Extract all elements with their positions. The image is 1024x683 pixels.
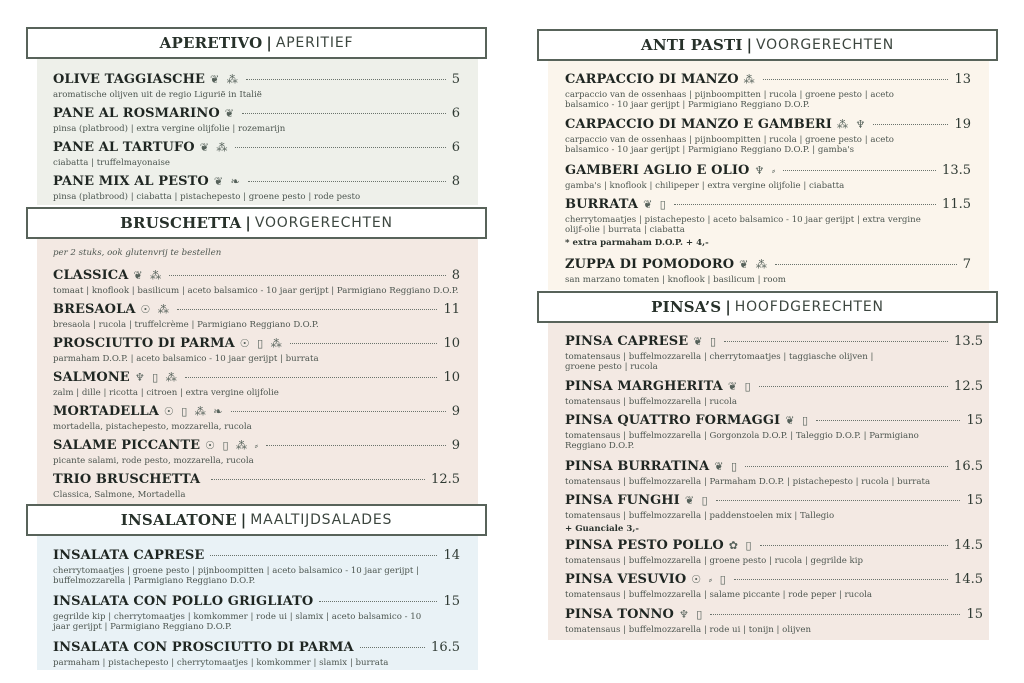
item-price: 16.5 <box>954 459 983 474</box>
diet-icons: ☉ ▯ ⁂ <box>239 337 284 350</box>
item-name: MORTADELLA <box>53 404 159 419</box>
leader-dots <box>724 341 948 342</box>
leader-dots <box>211 479 425 480</box>
item-description: tomatensaus | buffelmozzarella | cherrytomaatjes | taggiasche olijven | groene pesto | rucola <box>565 352 874 372</box>
diet-icons: ☉ ⸗ ▯ <box>691 573 728 586</box>
item-price: 11.5 <box>942 197 971 212</box>
item-name: PINSA CAPRESE <box>565 334 689 349</box>
item-name: BRESAOLA <box>53 302 136 317</box>
leader-dots <box>873 124 948 125</box>
item-name: CARPACCIO DI MANZO E GAMBERI <box>565 117 832 132</box>
menu-item <box>53 438 460 466</box>
item-description: tomatensaus | buffelmozzarella | Gorgonzola D.O.P. | Taleggio D.O.P. | Parmigiano Reggiano D.O.P. <box>565 431 919 451</box>
item-price: 12.5 <box>431 472 460 487</box>
item-name: ZUPPA DI POMODORO <box>565 257 735 272</box>
menu-item <box>565 163 971 191</box>
item-description: tomatensaus | buffelmozzarella | rode ui | tonijn | olijven <box>565 625 811 635</box>
item-name: PINSA QUATTRO FORMAGGI <box>565 413 781 428</box>
item-price: 16.5 <box>431 640 460 655</box>
menu-item <box>53 174 460 202</box>
item-price: 8 <box>451 268 460 283</box>
item-description: bresaola | rucola | truffelcrème | Parmigiano Reggiano D.O.P. <box>53 320 319 330</box>
diet-icons: ❦ ⁂ <box>133 269 164 282</box>
item-price: 15 <box>966 607 983 622</box>
diet-icons: ❦ ⁂ <box>739 258 769 271</box>
bruschetta-note: per 2 stuks, ook glutenvrij te bestellen <box>53 248 222 258</box>
menu-item <box>565 538 983 566</box>
item-name: INSALATA CON PROSCIUTTO DI PARMA <box>53 640 354 655</box>
item-description: carpaccio van de ossenhaas | pijnboompitten | rucola | groene pesto | aceto balsamico - 10 jaar gerijpt | Parmigiano Reggiano D.O.P. | gamba's <box>565 135 894 155</box>
item-description: san marzano tomaten | knoflook | basilicum | room <box>565 275 786 285</box>
insalatone-header: INSALATONE | MAALTIJDSALADES <box>26 504 487 536</box>
pinsa-subtitle: HOOFDGERECHTEN <box>734 299 884 315</box>
leader-dots <box>716 500 961 501</box>
item-name: SALAME PICCANTE <box>53 438 201 453</box>
leader-dots <box>235 147 445 148</box>
menu-item <box>53 370 460 398</box>
diet-icons: ❦ ❧ <box>213 175 242 188</box>
item-name: INSALATA CAPRESE <box>53 548 205 563</box>
item-description: parmaham D.O.P. | aceto balsamico - 10 jaar gerijpt | burrata <box>53 354 319 364</box>
diet-icons: ☉ ▯ ⁂ ⸗ <box>205 439 261 452</box>
leader-dots <box>759 386 948 387</box>
item-price: 9 <box>451 404 460 419</box>
menu-item <box>53 548 460 586</box>
leader-dots <box>246 79 446 80</box>
diet-icons: ☉ ⁂ <box>140 303 171 316</box>
leader-dots <box>783 170 936 171</box>
item-price: 19 <box>954 117 971 132</box>
item-description: Classica, Salmone, Mortadella <box>53 490 186 500</box>
item-description: mortadella, pistachepesto, mozzarella, rucola <box>53 422 252 432</box>
leader-dots <box>763 79 949 80</box>
menu-item <box>53 594 460 632</box>
diet-icons: ⁂ <box>743 73 757 86</box>
item-name: SALMONE <box>53 370 130 385</box>
diet-icons: ♆ ▯ ⁂ <box>134 371 179 384</box>
diet-icons: ⁂ ♆ <box>836 118 868 131</box>
leader-dots <box>674 204 936 205</box>
item-name: OLIVE TAGGIASCHE <box>53 72 206 87</box>
pinsa-title: PINSA’S <box>651 298 722 316</box>
item-price: 14 <box>443 548 460 563</box>
item-name: PANE MIX AL PESTO <box>53 174 209 189</box>
leader-dots <box>760 545 949 546</box>
item-description: parmaham | pistachepesto | cherrytomaatjes | komkommer | slamix | burrata <box>53 658 389 668</box>
pinsa-header: PINSA’S | HOOFDGERECHTEN <box>537 291 998 323</box>
item-name: CLASSICA <box>53 268 129 283</box>
item-name: PINSA FUNGHI <box>565 493 680 508</box>
menu-item <box>53 106 460 134</box>
item-name: INSALATA CON POLLO GRIGLIATO <box>53 594 314 609</box>
item-price: 9 <box>451 438 460 453</box>
menu-item <box>53 640 460 668</box>
item-description: picante salami, rode pesto, mozzarella, rucola <box>53 456 254 466</box>
item-price: 5 <box>451 72 460 87</box>
menu-item <box>53 140 460 168</box>
diet-icons: ♆ ⸗ <box>754 164 778 177</box>
leader-dots <box>266 445 446 446</box>
item-description: tomatensaus | buffelmozzarella | salame piccante | rode peper | rucola <box>565 590 873 600</box>
leader-dots <box>816 420 960 421</box>
item-description: cherrytomaatjes | pistachepesto | aceto balsamico - 10 jaar gerijpt | extra vergine olijf-olie | burrata | ciabatta <box>565 215 921 235</box>
diet-icons: ♆ ▯ <box>678 608 705 621</box>
item-description: gamba's | knoflook | chilipeper | extra vergine olijfolie | ciabatta <box>565 181 845 191</box>
item-price: 12.5 <box>954 379 983 394</box>
menu-item <box>565 334 983 372</box>
leader-dots <box>169 275 446 276</box>
diet-icons: ❦ ▯ <box>727 380 753 393</box>
aperitivo-subtitle: APERITIEF <box>275 35 354 51</box>
diet-icons: ✿ ▯ <box>728 539 754 552</box>
leader-dots <box>360 647 425 648</box>
diet-icons: ❦ ⁂ <box>199 141 230 154</box>
item-name: PINSA MARGHERITA <box>565 379 723 394</box>
aperitivo-header: APERETIVO | APERITIEF <box>26 27 487 59</box>
diet-icons: ❦ ▯ <box>714 460 740 473</box>
bruschetta-title: BRUSCHETTA <box>120 214 242 232</box>
menu-item <box>53 336 460 364</box>
item-price: 14.5 <box>954 572 983 587</box>
leader-dots <box>231 411 446 412</box>
antipasti-header: ANTI PASTI | VOORGERECHTEN <box>537 29 998 61</box>
menu-item <box>565 413 983 451</box>
menu-item <box>565 607 983 635</box>
diet-icons: ❦ ▯ <box>643 198 668 211</box>
menu-item <box>53 472 460 500</box>
leader-dots <box>710 614 960 615</box>
item-price: 8 <box>451 174 460 189</box>
leader-dots <box>177 309 438 310</box>
item-name: GAMBERI AGLIO E OLIO <box>565 163 750 178</box>
leader-dots <box>745 466 948 467</box>
item-description: tomaat | knoflook | basilicum | aceto balsamico - 10 jaar gerijpt | Parmigiano Reggiano D.O.P. <box>53 286 459 296</box>
item-description: ciabatta | truffelmayonaise <box>53 158 170 168</box>
diet-icons: ❦ ▯ <box>693 335 719 348</box>
insalatone-title: INSALATONE <box>120 511 237 529</box>
antipasti-title: ANTI PASTI <box>640 36 743 54</box>
item-name: PROSCIUTTO DI PARMA <box>53 336 235 351</box>
item-price: 7 <box>962 257 971 272</box>
leader-dots <box>319 601 437 602</box>
item-description: tomatensaus | buffelmozzarella | Parmaham D.O.P. | pistachepesto | rucola | burrata <box>565 477 931 487</box>
item-description: carpaccio van de ossenhaas | pijnboompitten | rucola | groene pesto | aceto balsamico - 10 jaar gerijpt | Parmigiano Reggiano D.O.P. <box>565 90 894 110</box>
item-price: 15 <box>443 594 460 609</box>
menu-item <box>565 197 971 249</box>
item-description: gegrilde kip | cherrytomaatjes | komkommer | rode ui | slamix | aceto balsamico - 10 jaar gerijpt | Parmigiano Reggiano D.O.P. <box>53 612 422 632</box>
item-price: 6 <box>451 140 460 155</box>
menu-item <box>53 404 460 432</box>
item-description: tomatensaus | buffelmozzarella | paddenstoelen mix | Tallegio <box>565 511 835 521</box>
menu-item <box>53 302 460 330</box>
menu-item <box>565 572 983 600</box>
item-description: tomatensaus | buffelmozzarella | rucola <box>565 397 737 407</box>
item-price: 10 <box>443 370 460 385</box>
item-description: cherrytomaatjes | groene pesto | pijnboompitten | aceto balsamico - 10 jaar gerijpt | buffelmozzarella | Parmigiano Reggiano D.O.P. <box>53 566 419 586</box>
leader-dots <box>242 113 446 114</box>
item-name: PINSA VESUVIO <box>565 572 687 587</box>
insalatone-subtitle: MAALTIJDSALADES <box>250 512 393 528</box>
item-extra: + Guanciale 3,- <box>565 524 639 534</box>
item-price: 14.5 <box>954 538 983 553</box>
item-description: zalm | dille | ricotta | citroen | extra vergine olijfolie <box>53 388 279 398</box>
item-price: 6 <box>451 106 460 121</box>
item-price: 13 <box>954 72 971 87</box>
bruschetta-subtitle: VOORGERECHTEN <box>254 215 393 231</box>
item-name: PANE AL TARTUFO <box>53 140 195 155</box>
aperitivo-title: APERETIVO <box>159 34 263 52</box>
item-name: PINSA TONNO <box>565 607 674 622</box>
menu-item <box>565 379 983 407</box>
leader-dots <box>734 579 948 580</box>
menu-item <box>53 72 460 100</box>
leader-dots <box>290 343 438 344</box>
item-description: aromatische olijven uit de regio Liguriё in Italiё <box>53 90 262 100</box>
item-description: tomatensaus | buffelmozzarella | groene pesto | rucola | gegrilde kip <box>565 556 863 566</box>
menu-item <box>53 268 460 296</box>
leader-dots <box>775 264 957 265</box>
diet-icons: ❦ <box>224 107 236 120</box>
item-name: PINSA BURRATINA <box>565 459 710 474</box>
diet-icons: ☉ ▯ ⁂ ❧ <box>163 405 225 418</box>
diet-icons: ❦ ▯ <box>684 494 710 507</box>
bruschetta-header: BRUSCHETTA | VOORGERECHTEN <box>26 207 487 239</box>
antipasti-subtitle: VOORGERECHTEN <box>756 37 894 53</box>
item-description: pinsa (platbrood) | ciabatta | pistachepesto | groene pesto | rode pesto <box>53 192 361 202</box>
menu-item <box>565 257 971 285</box>
leader-dots <box>210 555 437 556</box>
menu-item <box>565 493 983 535</box>
item-price: 13.5 <box>954 334 983 349</box>
item-extra: * extra parmaham D.O.P. + 4,- <box>565 238 709 248</box>
item-price: 10 <box>443 336 460 351</box>
diet-icons: ❦ ⁂ <box>210 73 240 86</box>
leader-dots <box>248 181 446 182</box>
item-name: CARPACCIO DI MANZO <box>565 72 739 87</box>
menu-item <box>565 117 971 155</box>
item-price: 15 <box>966 493 983 508</box>
item-price: 15 <box>966 413 983 428</box>
item-name: PANE AL ROSMARINO <box>53 106 220 121</box>
item-name: TRIO BRUSCHETTA <box>53 472 201 487</box>
item-name: BURRATA <box>565 197 639 212</box>
item-price: 13.5 <box>942 163 971 178</box>
menu-item <box>565 72 971 110</box>
item-price: 11 <box>443 302 460 317</box>
item-description: pinsa (platbrood) | extra vergine olijfolie | rozemarijn <box>53 124 286 134</box>
diet-icons: ❦ ▯ <box>785 414 811 427</box>
menu-item <box>565 459 983 487</box>
item-name: PINSA PESTO POLLO <box>565 538 724 553</box>
leader-dots <box>185 377 438 378</box>
